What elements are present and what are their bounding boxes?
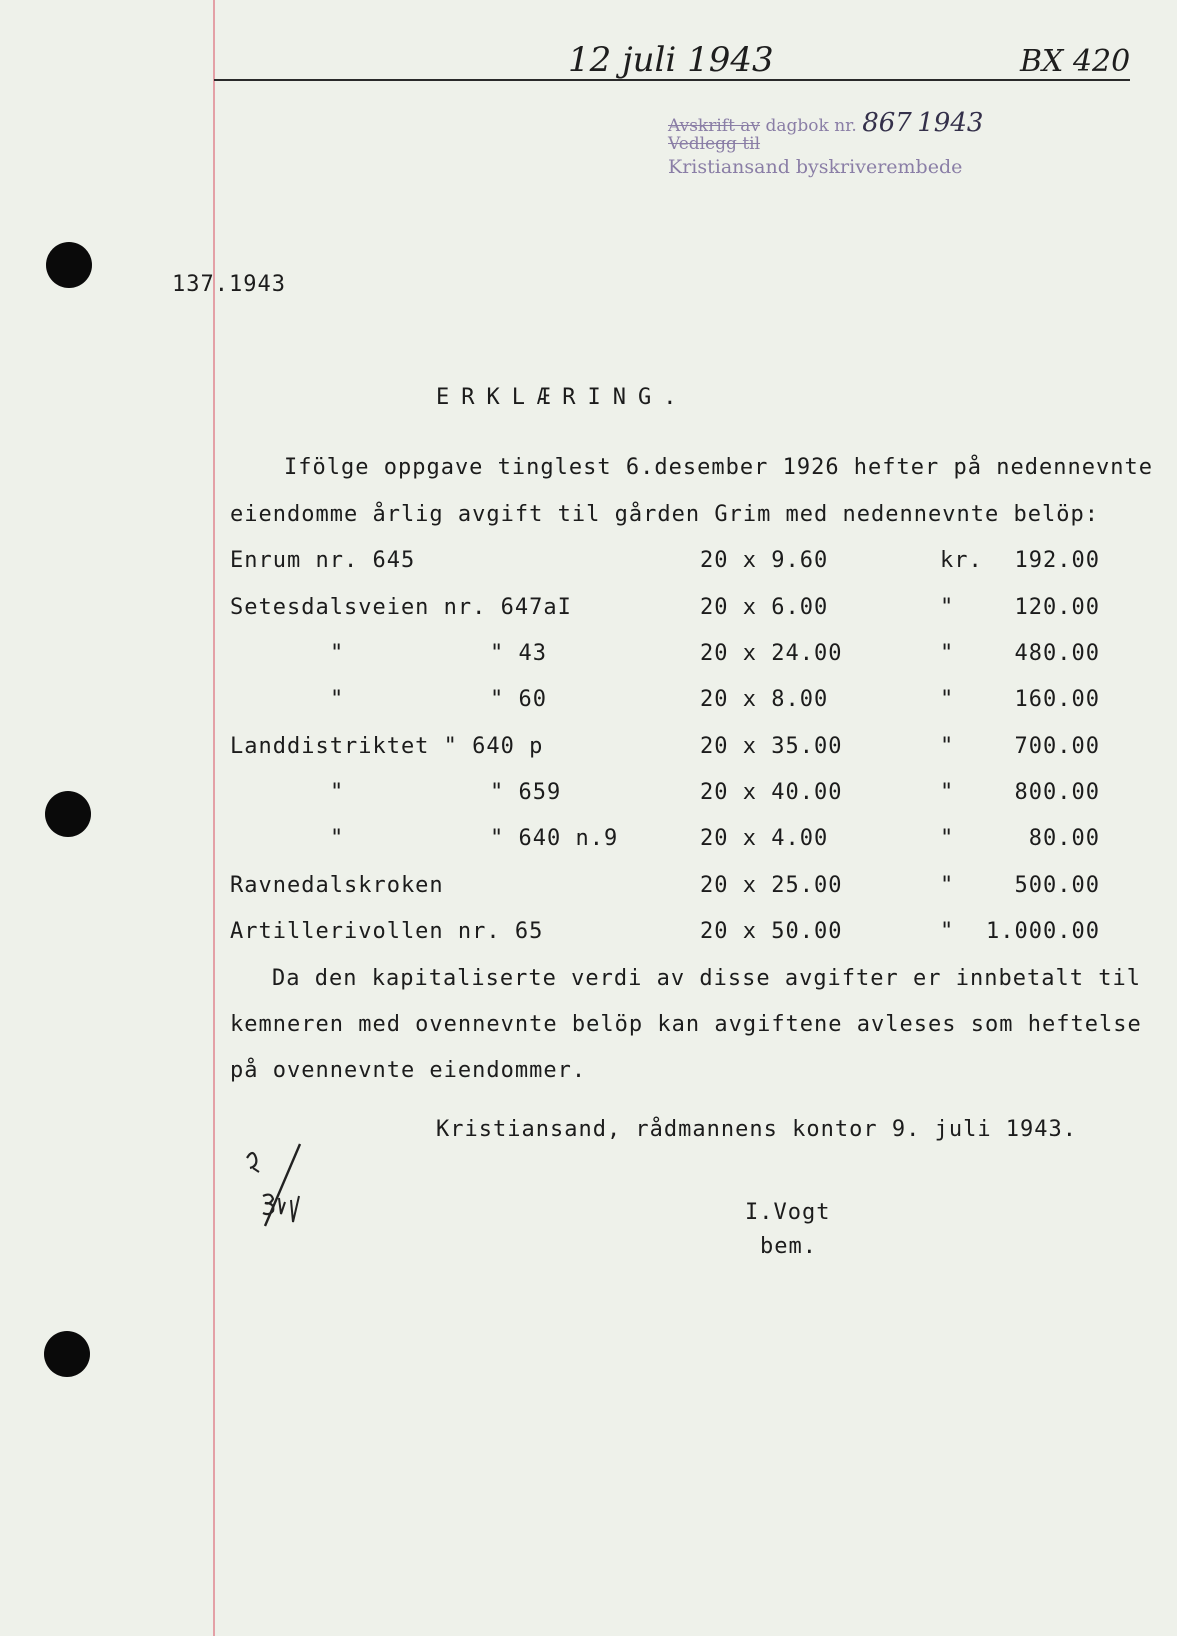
table-row [230,919,1100,949]
fee-amount: 192.00 [1014,548,1100,573]
fee-amount: 700.00 [1014,734,1100,759]
table-row [230,687,1100,717]
table-row [230,826,1100,856]
stamp-line-2: Vedlegg til [668,134,761,154]
property-name: Enrum nr. 645 [230,548,416,573]
currency-mark: " [940,595,955,620]
case-number: 137.1943 [172,272,286,297]
fee-multiplier: 20 x 8.00 [700,687,829,712]
table-row [230,873,1100,903]
ditto-mark: " [330,641,345,666]
property-name: Landdistriktet " 640 p [230,734,544,759]
signatory-note: bem. [760,1234,817,1259]
fee-multiplier: 20 x 24.00 [700,641,843,666]
property-number: " 43 [490,641,547,666]
handwritten-initials [245,1142,315,1252]
property-number: " 60 [490,687,547,712]
diary-year: 1943 [917,108,984,138]
fee-multiplier: 20 x 25.00 [700,873,843,898]
fee-amount: 480.00 [1014,641,1100,666]
table-row [230,780,1100,810]
stamp-line-3: Kristiansand byskriverembede [668,156,963,178]
currency-mark: " [940,641,955,666]
ditto-mark: " [330,780,345,805]
fee-amount: 80.00 [1028,826,1100,851]
currency-mark: " [940,734,955,759]
currency-mark: " [940,919,955,944]
binder-hole-bottom [44,1331,90,1377]
handwritten-date: 12 juli 1943 [568,40,774,80]
intro-line-1: Ifölge oppgave tinglest 6.desember 1926 hefter på nedennevnte [284,455,1153,480]
signatory-name: I.Vogt [745,1200,831,1225]
property-name: Ravnedalskroken [230,873,444,898]
fee-amount: 500.00 [1014,873,1100,898]
fee-multiplier: 20 x 9.60 [700,548,829,573]
closing-line-3: på ovennevnte eiendommer. [230,1058,587,1083]
currency-mark: " [940,687,955,712]
fee-amount: 120.00 [1014,595,1100,620]
closing-line-1: Da den kapitaliserte verdi av disse avgifter er innbetalt til [272,966,1141,991]
red-margin-line [213,0,215,1636]
property-name: Artillerivollen nr. 65 [230,919,544,944]
fee-multiplier: 20 x 6.00 [700,595,829,620]
property-number: " 640 n.9 [490,826,619,851]
stamp-label: dagbok nr. [765,116,857,136]
table-row [230,595,1100,625]
table-row [230,641,1100,671]
document-title: ERKLÆRING. [436,385,689,410]
property-number: " 659 [490,780,562,805]
currency-mark: kr. [940,548,983,573]
stamp-struck-text: Avskrift av [668,116,761,136]
fee-multiplier: 20 x 50.00 [700,919,843,944]
fee-multiplier: 20 x 35.00 [700,734,843,759]
ditto-mark: " [330,687,345,712]
fee-amount: 1.000.00 [986,919,1100,944]
currency-mark: " [940,873,955,898]
table-row [230,548,1100,578]
ditto-mark: " [330,826,345,851]
binder-hole-top [46,242,92,288]
binder-hole-middle [45,791,91,837]
handwritten-reference: BX 420 [1020,44,1131,79]
currency-mark: " [940,780,955,805]
intro-line-2: eiendomme årlig avgift til gården Grim med nedennevnte belöp: [230,502,1099,527]
closing-line-2: kemneren med ovennevnte belöp kan avgiftene avleses som heftelse [230,1012,1142,1037]
fee-amount: 800.00 [1014,780,1100,805]
currency-mark: " [940,826,955,851]
property-name: Setesdalsveien nr. 647aI [230,595,572,620]
table-row [230,734,1100,764]
fee-multiplier: 20 x 4.00 [700,826,829,851]
place-and-date: Kristiansand, rådmannens kontor 9. juli 1943. [436,1117,1078,1142]
fee-amount: 160.00 [1014,687,1100,712]
diary-number: 867 [862,108,912,138]
fee-multiplier: 20 x 40.00 [700,780,843,805]
